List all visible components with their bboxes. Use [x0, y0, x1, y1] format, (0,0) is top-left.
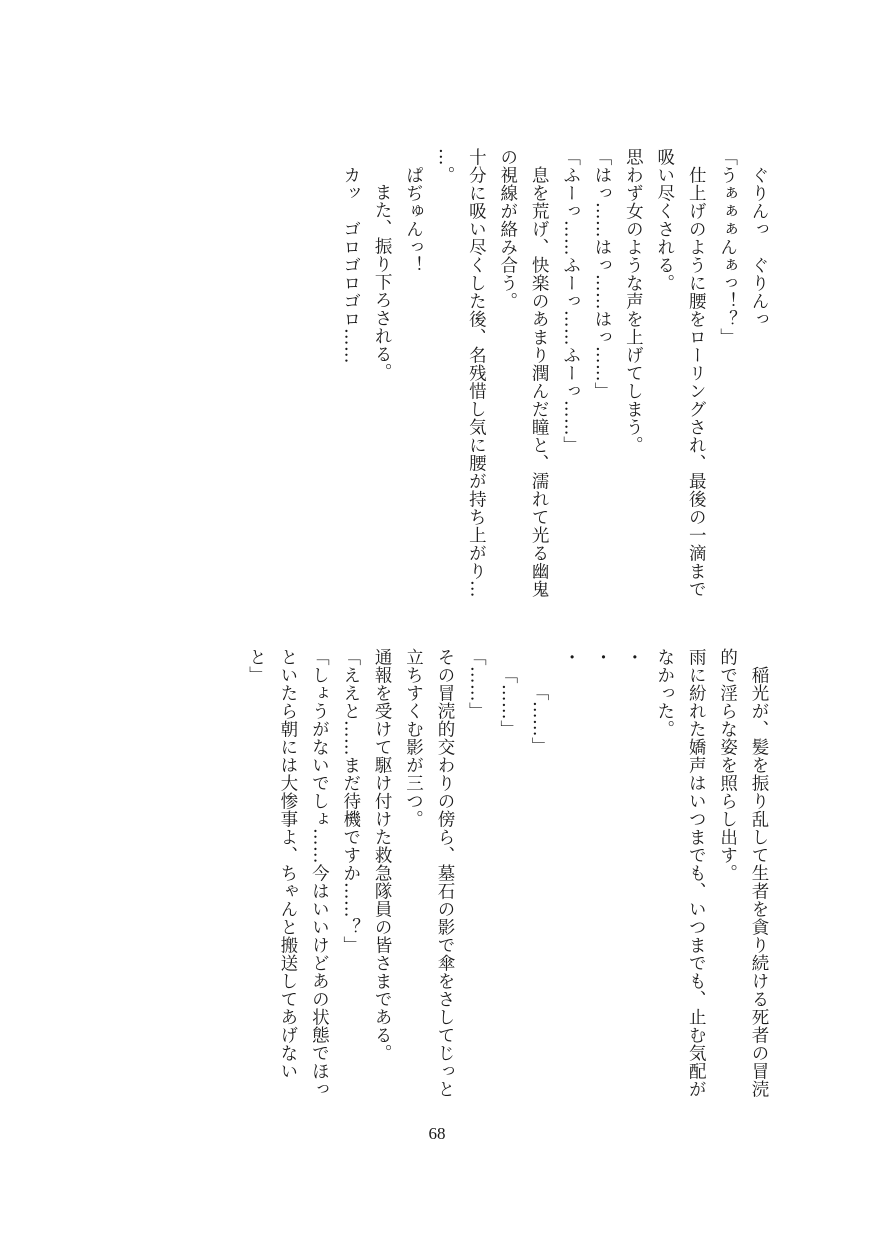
- text-line: 「……」: [497, 665, 518, 738]
- text-line: 「うぁぁぁんぁっ！？」: [717, 148, 738, 346]
- text-line: 「……」: [466, 648, 487, 720]
- text-line: の視線が絡み合う。: [497, 148, 518, 310]
- text-line: 思わず女のような声を上げてしまう。: [623, 148, 644, 454]
- text-line: 仕上げのように腰をローリングされ、最後の一滴まで: [686, 165, 707, 598]
- text-line: 「ええと……まだ待機ですか……？」: [340, 648, 361, 954]
- upper-text-block: [334, 148, 774, 608]
- text-line: 稲光が、髪を振り乱して生者を貪り続ける死者の冒涜: [749, 665, 769, 1098]
- page-number: 68: [428, 1124, 446, 1143]
- text-line: なかった。: [654, 648, 675, 738]
- scene-break-dot: ・: [560, 648, 581, 666]
- text-line: 「しょうがないでしょ……今はいいけどあの状態でほっ: [309, 648, 330, 1098]
- text-line: 雨に紛れた嬌声はいつまでも、いつまでも、止む気配が: [686, 648, 707, 1098]
- text-line: 的で淫らな姿を照らし出す。: [717, 648, 738, 882]
- text-line: カッ ゴロゴロゴロ……: [340, 165, 361, 364]
- text-line: 「はっ……はっ……はっ……」: [591, 148, 612, 400]
- text-line: 立ちすくむ影が三つ。: [403, 648, 424, 828]
- lower-text-block: [240, 648, 774, 1108]
- text-line: といたら朝には大惨事よ、ちゃんと搬送してあげない: [277, 648, 298, 1080]
- text-line: また、振り下ろされる。: [372, 183, 393, 381]
- text-line: 十分に吸い尽くした後、名残惜し気に腰が持ち上がり…: [466, 148, 487, 598]
- text-line: 「……」: [529, 683, 550, 755]
- text-line: ぱぢゅんっ！: [403, 165, 424, 274]
- text-line: ぐりんっ ぐりんっ: [749, 165, 769, 328]
- text-line: 息を荒げ、快楽のあまり潤んだ瞳と、濡れて光る幽鬼: [529, 165, 550, 598]
- text-line: 「ふーっ……ふーっ……ふーっ……」: [560, 148, 581, 454]
- scene-break-dot: ・: [591, 648, 612, 666]
- text-line: 吸い尽くされる。: [654, 148, 675, 292]
- text-line: と」: [246, 648, 267, 684]
- scene-break-dot: ・: [623, 648, 644, 666]
- text-line: …。: [434, 148, 455, 184]
- text-line: その冒涜的交わりの傍ら、墓石の影で傘をさしてじっと: [434, 648, 455, 1098]
- text-line: 通報を受けて駆け付けた救急隊員の皆さまである。: [372, 648, 393, 1062]
